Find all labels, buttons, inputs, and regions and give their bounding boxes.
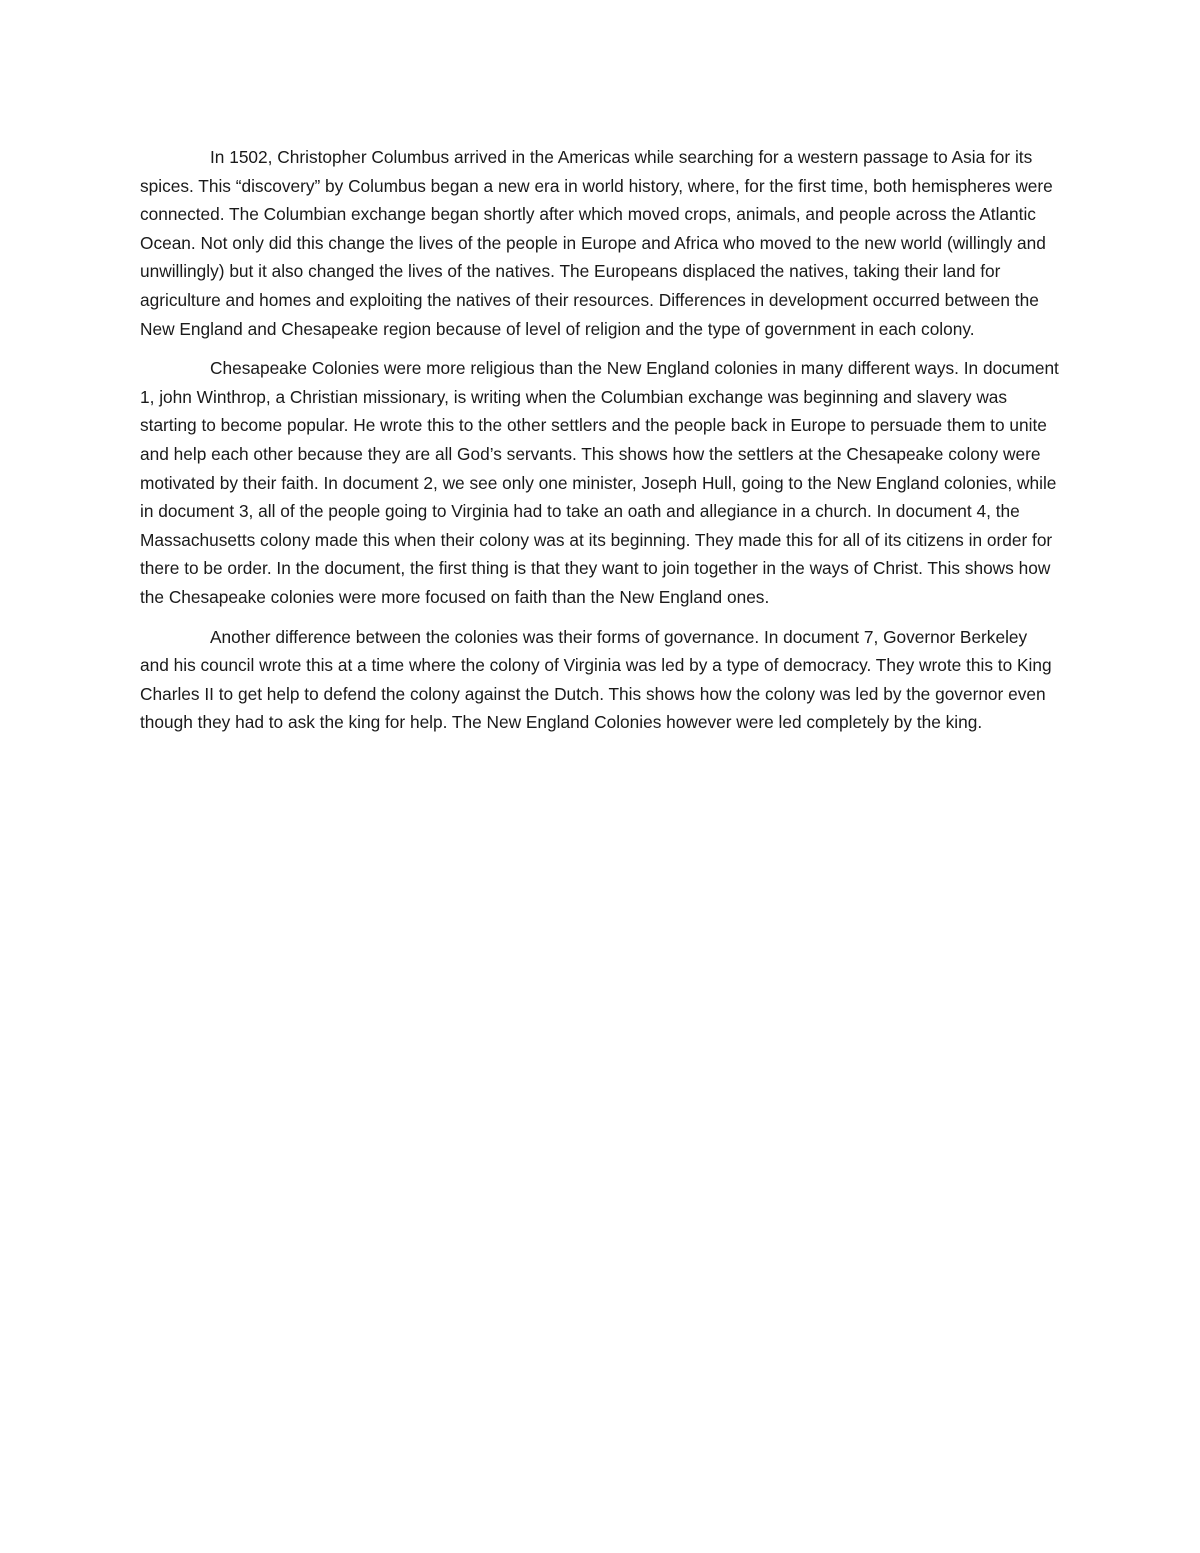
paragraph-intro: In 1502, Christopher Columbus arrived in the Americas while searching for a western passage to Asia for its spices. This “discovery” by Columbus began a new era in world history, where, for the first time, both hemispheres were connected. The Columbian exchange began shortly after which moved crops, animals, and people across the Atlantic Ocean. Not only did this change the lives of the people in Europe and Africa who moved to the new world (willingly and unwillingly) but it also changed the lives of the natives. The Europeans displaced the natives, taking their land for agriculture and homes and exploiting the natives of their resources. Differences in development occurred between the New England and Chesapeake region because of level of religion and the type of government in each colony. [140, 147, 1053, 339]
paragraph-religion: Chesapeake Colonies were more religious than the New England colonies in many different ways. In document 1, john Winthrop, a Christian missionary, is writing when the Columbian exchange was beginning and slavery was starting to become popular. He wrote this to the other settlers and the people back in Europe to persuade them to unite and help each other because they are all God’s servants. This shows how the settlers at the Chesapeake colony were motivated by their faith. In document 2, we see only one minister, Joseph Hull, going to the New England colonies, while in document 3, all of the people going to Virginia had to take an oath and allegiance in a church. In document 4, the Massachusetts colony made this when their colony was at its beginning. They made this for all of its citizens in order for there to be order. In the document, the first thing is that they want to join together in the ways of Christ. This shows how the Chesapeake colonies were more focused on faith than the New England ones. [140, 358, 1059, 607]
document-body [140, 143, 1060, 748]
paragraph-governance: Another difference between the colonies was their forms of governance. In document 7, Governor Berkeley and his council wrote this at a time where the colony of Virginia was led by a type of democracy. They wrote this to King Charles II to get help to defend the colony against the Dutch. This shows how the colony was led by the governor even though they had to ask the king for help. The New England Colonies however were led completely by the king. [140, 626, 1052, 733]
